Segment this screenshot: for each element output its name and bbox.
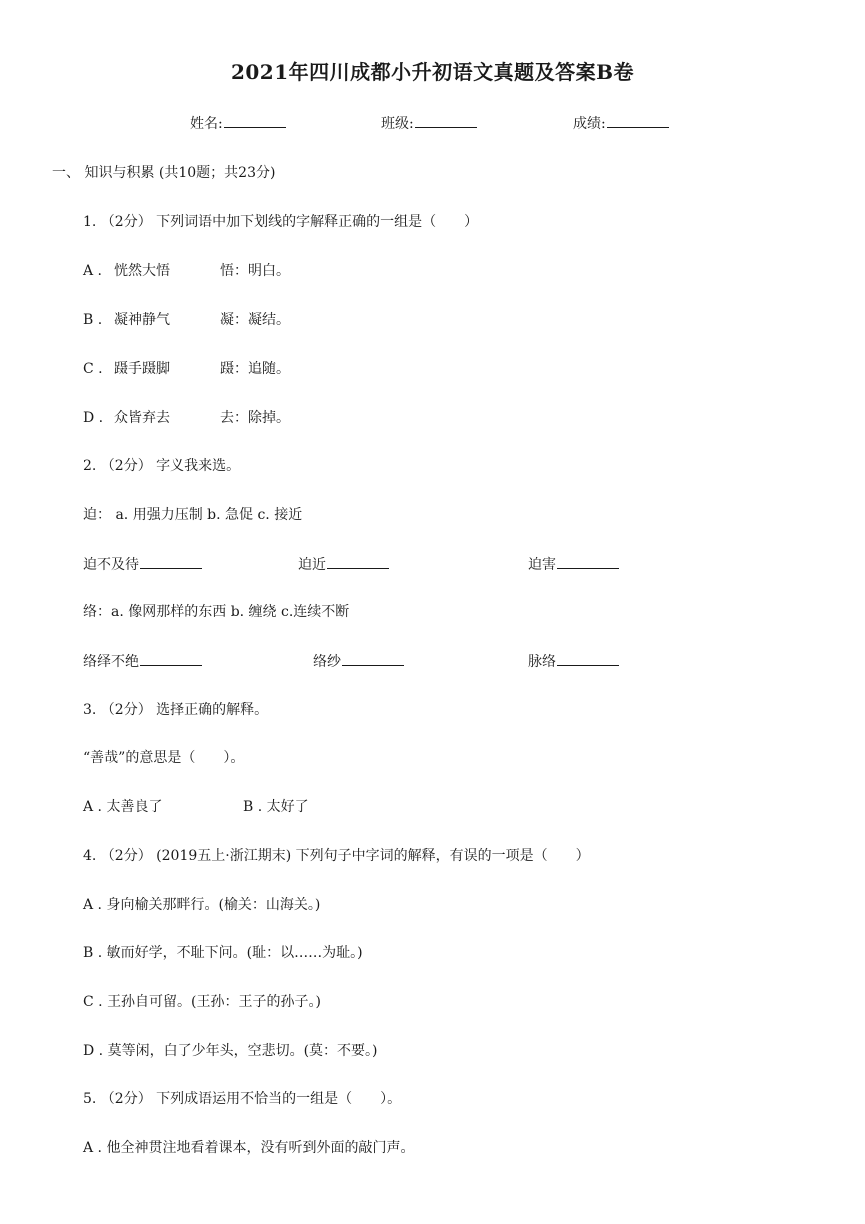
section-heading: 一、 知识与积累 (共10题；共23分) [52,165,276,181]
q4-option-d[interactable]: D . 莫等闲，白了少年头，空悲切。(莫：不要。) [83,1043,378,1059]
q1-stem: 1. （2分） 下列词语中加下划线的字解释正确的一组是（ ） [83,214,479,230]
q3-option-a[interactable]: A . 太善良了 [83,799,163,815]
option-word: 恍然大悟 [114,263,170,279]
q2-stem: 2. （2分） 字义我来选。 [83,458,241,474]
q2-po-definitions: 迫： a. 用强力压制 b. 急促 c. 接近 [83,507,303,523]
option-word: 众皆弃去 [114,410,170,426]
q5-option-a[interactable]: A . 他全神贯注地看着课本，没有听到外面的敲门声。 [83,1140,415,1156]
option-word: 蹑手蹑脚 [114,361,170,377]
word: 迫不及待 [83,557,139,573]
name-field[interactable] [190,113,286,134]
word: 络纱 [313,654,341,670]
q1-option-c[interactable] [83,359,290,379]
score-label: 成绩: [573,116,606,132]
word: 络绎不绝 [83,654,139,670]
q1-option-a[interactable] [83,261,290,281]
q4-option-b[interactable]: B . 敏而好学，不耻下问。(耻：以……为耻。) [83,945,363,961]
class-blank[interactable] [415,113,477,128]
q2-po-item[interactable] [528,554,619,575]
word: 迫近 [298,557,326,573]
q1-option-b[interactable] [83,310,290,330]
q3-question: “善哉”的意思是（ ）。 [83,750,245,766]
option-key: A . [83,263,103,279]
option-word: 凝神静气 [114,312,170,328]
class-label: 班级: [381,116,414,132]
name-blank[interactable] [224,113,286,128]
q2-po-item[interactable] [298,554,389,575]
answer-blank[interactable] [327,554,389,569]
option-explanation: 悟：明白。 [220,263,290,279]
option-explanation: 蹑：追随。 [220,361,290,377]
q4-option-a[interactable]: A . 身向榆关那畔行。(榆关：山海关。) [83,897,321,913]
answer-blank[interactable] [342,651,404,666]
word: 脉络 [528,654,556,670]
q1-option-d[interactable] [83,408,290,428]
q3-option-b[interactable]: B . 太好了 [243,799,309,815]
option-key: D . [83,410,104,426]
q4-stem: 4. （2分） (2019五上·浙江期末) 下列句子中字词的解释，有误的一项是（ ） [83,848,590,864]
q4-option-c[interactable]: C . 王孙自可留。(王孙：王子的孙子。) [83,994,321,1010]
q2-luo-item[interactable] [528,651,619,672]
q2-po-item[interactable] [83,554,202,575]
option-explanation: 凝：凝结。 [220,312,290,328]
q3-stem: 3. （2分） 选择正确的解释。 [83,702,269,718]
q5-stem: 5. （2分） 下列成语运用不恰当的一组是（ ）。 [83,1091,402,1107]
score-field[interactable] [573,113,669,134]
word: 迫害 [528,557,556,573]
answer-blank[interactable] [557,651,619,666]
option-key: B . [83,312,103,328]
answer-blank[interactable] [140,554,202,569]
q2-luo-item[interactable] [313,651,404,672]
answer-blank[interactable] [140,651,202,666]
page-title: 2021年四川成都小升初语文真题及答案B卷 [230,60,635,84]
class-field[interactable] [381,113,477,134]
name-label: 姓名: [190,116,223,132]
score-blank[interactable] [607,113,669,128]
option-explanation: 去：除掉。 [220,410,290,426]
q2-luo-item[interactable] [83,651,202,672]
answer-blank[interactable] [557,554,619,569]
q2-luo-definitions: 络：a. 像网那样的东西 b. 缠绕 c.连续不断 [83,604,350,620]
option-key: C . [83,361,103,377]
